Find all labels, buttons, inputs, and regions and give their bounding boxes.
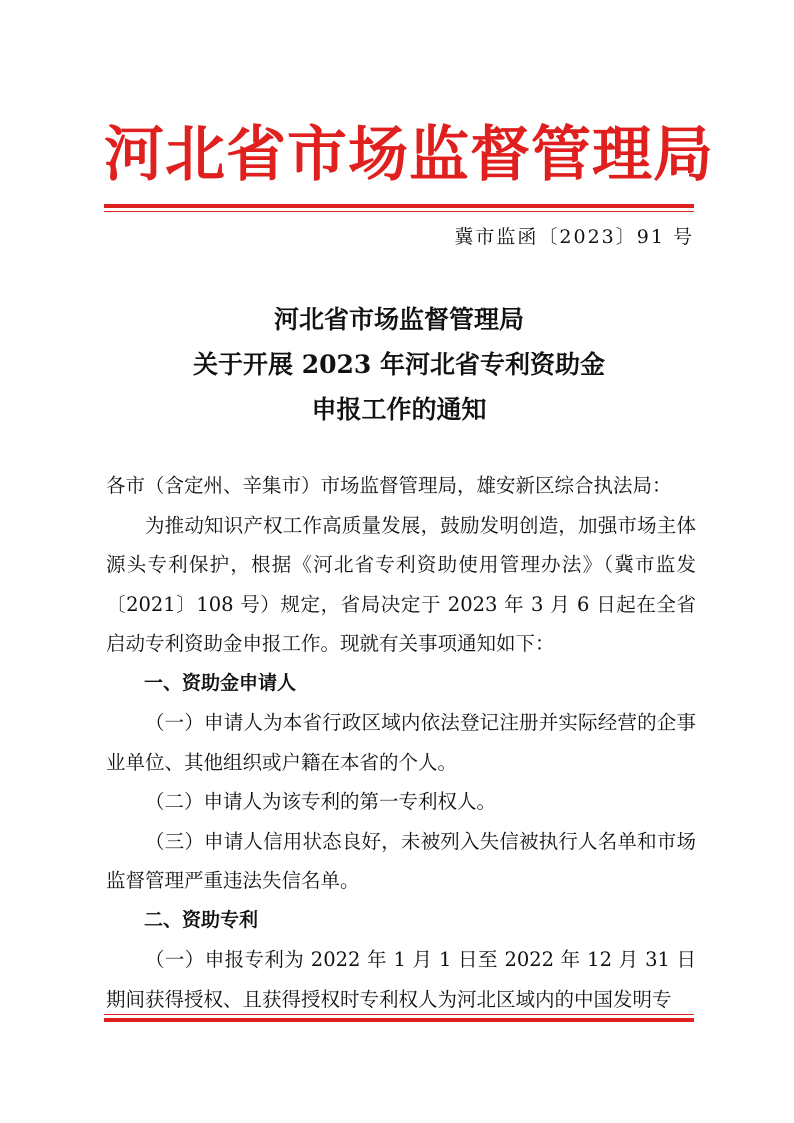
applicant-item-1: （一）申请人为本省行政区域内依法登记注册并实际经营的企事业单位、其他组织或户籍在本省的个人。 — [106, 711, 696, 774]
document-number: 冀市监函〔2023〕91 号 — [454, 226, 694, 248]
applicant-item-2: （二）申请人为该专利的第一专利权人。 — [145, 790, 497, 813]
title-line-1: 河北省市场监督管理局 — [273, 305, 524, 334]
addressee-line: 各市（含定州、辛集市）市场监督管理局，雄安新区综合执法局： — [106, 474, 672, 497]
agency-header-title: 河北省市场监督管理局 — [104, 120, 714, 190]
title-line-2: 关于开展 2023 年河北省专利资助金 — [193, 350, 605, 379]
header-red-rule-thick — [104, 204, 694, 208]
applicant-item-3: （三）申请人信用状态良好，未被列入失信被执行人名单和市场监督管理严重违法失信名单。 — [106, 829, 696, 892]
intro-paragraph: 为推动知识产权工作高质量发展，鼓励发明创造，加强市场主体源头专利保护，根据《河北省专利资助使用管理办法》（冀市监发〔2021〕108 号）规定，省局决定于 2023 年 3 月 6 日起在全省启动专利资助金申报工作。现就有关事项通知如下： — [106, 513, 696, 655]
document-body — [106, 466, 696, 1019]
section-heading-applicant: 一、资助金申请人 — [144, 671, 297, 694]
footer-red-rule-thin — [104, 1014, 694, 1015]
header-red-rule-thin — [104, 211, 694, 212]
document-title — [104, 297, 694, 432]
section-heading-patent: 二、资助专利 — [144, 908, 259, 931]
patent-item-1: （一）申报专利为 2022 年 1 月 1 日至 2022 年 12 月 31 日期间获得授权、且获得授权时专利权人为河北区域内的中国发明专 — [106, 948, 696, 1011]
footer-red-rule-thick — [104, 1018, 694, 1022]
title-line-3: 申报工作的通知 — [311, 395, 487, 424]
